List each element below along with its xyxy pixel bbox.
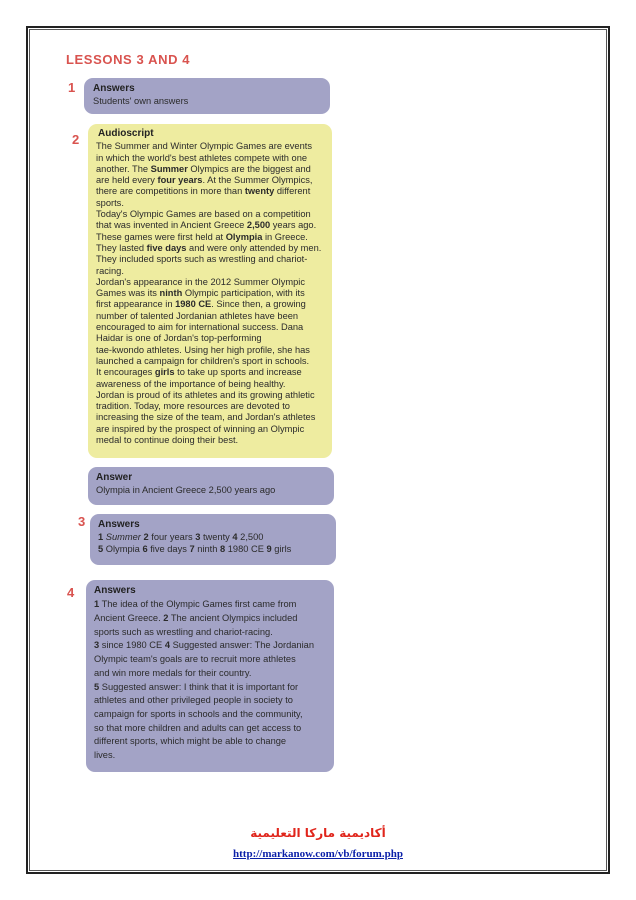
text-line: 5 Suggested answer: I think that it is important for bbox=[94, 681, 299, 692]
text-line: Ancient Greece. 2 The ancient Olympics included bbox=[94, 613, 298, 623]
text-line: These games were first held at Olympia in Greece. bbox=[96, 231, 308, 242]
text-line: so that more children and adults can get access to bbox=[94, 722, 302, 733]
answers-title: Answers bbox=[93, 83, 135, 94]
text-line: there are competitions in more than twenty different bbox=[96, 186, 311, 197]
audioscript-box bbox=[88, 124, 332, 458]
answers-text bbox=[94, 598, 326, 762]
text-line: that was invented in Ancient Greece 2,500 years ago. bbox=[96, 220, 317, 231]
page-heading: LESSONS 3 AND 4 bbox=[66, 52, 191, 67]
text-line: awareness of the importance of being healthy. bbox=[96, 378, 286, 389]
text-line: encouraged to aim for international success. Dana bbox=[96, 322, 304, 333]
section-number-1: 1 bbox=[68, 80, 76, 95]
text-line: athletes and other privileged people in society to bbox=[94, 695, 293, 706]
answers-text: Students' own answers bbox=[93, 96, 189, 107]
text-line: first appearance in 1980 CE. Since then, a growing bbox=[96, 299, 306, 310]
text-line: Games was its ninth Olympic participation, with its bbox=[96, 288, 305, 299]
section-number-3: 3 bbox=[78, 514, 86, 529]
text-line: medal to continue doing their best. bbox=[96, 435, 239, 446]
answers-box-1 bbox=[84, 78, 330, 114]
text-line: The Summer and Winter Olympic Games are events bbox=[96, 141, 312, 152]
answer-text: Olympia in Ancient Greece 2,500 years ago bbox=[96, 485, 276, 496]
section-number-4: 4 bbox=[67, 585, 75, 600]
text-line: It encourages girls to take up sports and increase bbox=[96, 367, 302, 378]
text-line: increasing the size of the team, and Jordan's athletes bbox=[96, 412, 316, 423]
answer-box-2 bbox=[88, 467, 334, 505]
text-line: racing. bbox=[96, 265, 124, 276]
section-number-2: 2 bbox=[72, 132, 80, 147]
text-line: Olympic team's goals are to recruit more athletes bbox=[94, 654, 296, 665]
text-line: in which the world's best athletes compete with one bbox=[96, 152, 308, 163]
text-line: 1 The idea of the Olympic Games first came from bbox=[94, 599, 297, 610]
text-line: tradition. Today, more resources are devoted to bbox=[96, 401, 290, 412]
text-line: Jordan's appearance in the 2012 Summer Olympic bbox=[96, 276, 305, 287]
text-line: lives. bbox=[94, 750, 116, 761]
answers-title: Answers bbox=[94, 585, 136, 596]
text-line: They lasted five days and were only attended by men. bbox=[96, 242, 322, 253]
text-line: tae-kwondo athletes. Using her high profile, she has bbox=[96, 344, 310, 355]
text-line: Jordan is proud of its athletes and its growing athletic bbox=[96, 389, 315, 400]
text-line: another. The Summer Olympics are the biggest and bbox=[96, 163, 311, 174]
footer-academy-name: أكاديمية ماركا التعليمية bbox=[250, 826, 386, 840]
text-line: campaign for sports in schools and the community, bbox=[94, 708, 303, 719]
text-line: sports such as wrestling and chariot-racing. bbox=[94, 626, 273, 637]
answers-text bbox=[98, 532, 328, 555]
text-line: sports. bbox=[96, 197, 124, 208]
answers-title: Answers bbox=[98, 519, 140, 530]
text-line: number of talented Jordanian athletes have been bbox=[96, 310, 299, 321]
answer-title: Answer bbox=[96, 472, 133, 483]
text-line: different sports, which might be able to change bbox=[94, 736, 287, 747]
audioscript-text bbox=[96, 141, 324, 446]
text-line: and win more medals for their country. bbox=[94, 667, 252, 678]
text-line: launched a campaign for children's sport in schools. bbox=[96, 355, 310, 366]
text-line: are inspired by the prospect of winning an Olympic bbox=[96, 423, 305, 434]
footer-link[interactable]: http://markanow.com/vb/forum.php bbox=[233, 848, 403, 860]
audioscript-title: Audioscript bbox=[98, 128, 154, 139]
answers-box-3 bbox=[90, 514, 336, 565]
text-line: Haidar is one of Jordan's top-performing bbox=[96, 333, 262, 344]
text-line: They included sports such as wrestling and chariot- bbox=[96, 254, 308, 265]
text-line: 5 Olympia 6 five days 7 ninth 8 1980 CE 9 girls bbox=[98, 543, 292, 554]
text-line: Today's Olympic Games are based on a competition bbox=[96, 209, 311, 220]
text-line: 3 since 1980 CE 4 Suggested answer: The Jordanian bbox=[94, 640, 315, 651]
text-line: are held every four years. At the Summer Olympics, bbox=[96, 175, 313, 186]
answers-box-4 bbox=[86, 580, 334, 772]
text-line: 1 Summer 2 four years 3 twenty 4 2,500 bbox=[98, 532, 264, 543]
